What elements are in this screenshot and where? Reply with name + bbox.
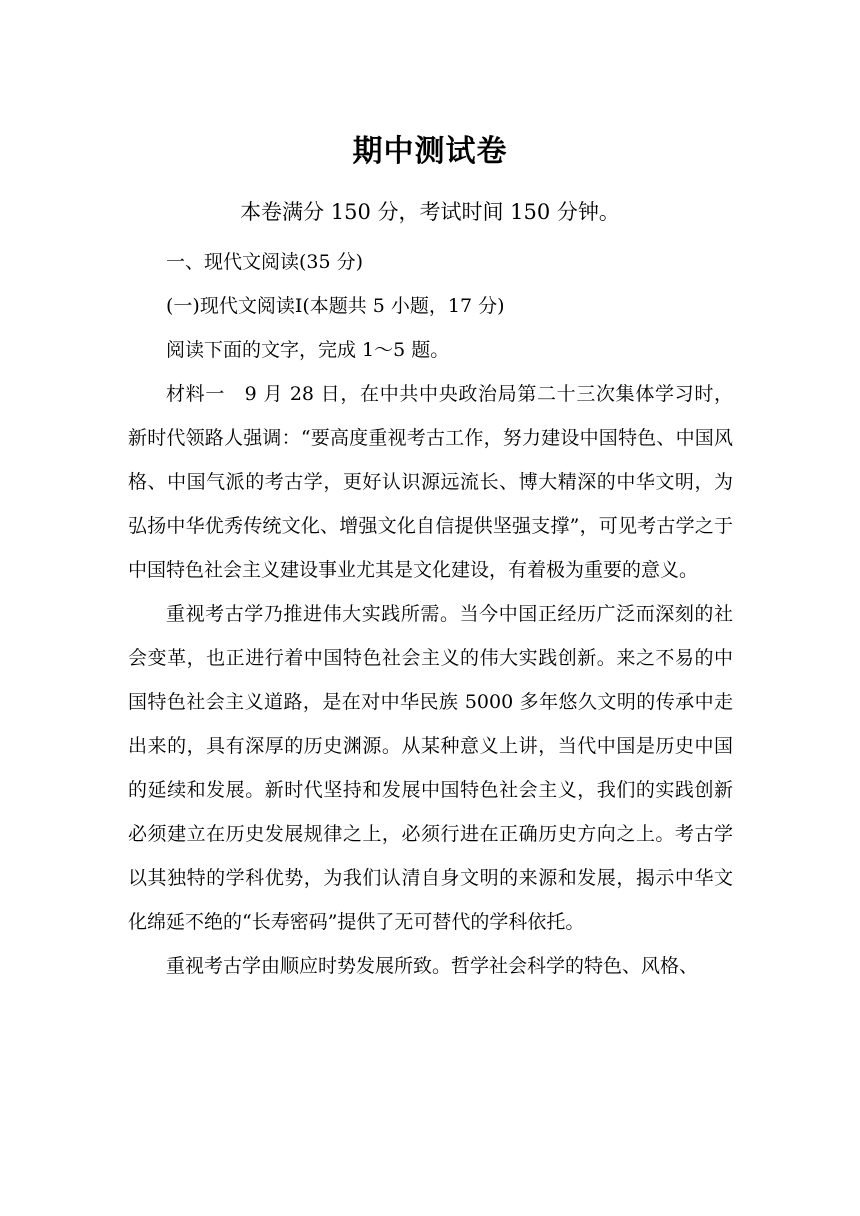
document-body [128,240,733,988]
exam-info: 本卷满分 150 分，考试时间 150 分钟。 [240,200,620,224]
page-title: 期中测试卷 [352,134,508,169]
section-heading: 一、现代文阅读(35 分) [166,251,364,273]
paragraph-2: 重视考古学乃推进伟大实践所需。当今中国正经历广泛而深刻的社会变革，也正进行着中国特色社会主义的伟大实践创新。来之不易的中国特色社会主义道路，是在对中华民族 5000 多年悠久文明的传承中走出来的，具有深厚的历史渊源。从某种意义上讲，当代中国是历史中国的延续和发展。新时代坚持和发展中国特色社会主义，我们的实践创新必须建立在历史发展规律之上，必须行进在正确历史方向之上。考古学以其独特的学科优势，为我们认清自身文明的来源和发展，揭示中华文化绵延不绝的“长寿密码”提供了无可替代的学科依托。 [128,603,733,933]
subsection-heading: (一)现代文阅读Ⅰ(本题共 5 小题，17 分) [166,295,505,317]
instruction-text: 阅读下面的文字，完成 1～5 题。 [166,339,450,361]
paragraph-3: 重视考古学由顺应时势发展所致。哲学社会科学的特色、风格、 [166,955,699,977]
paragraph-1: 材料一 9 月 28 日，在中共中央政治局第二十三次集体学习时，新时代领路人强调：“要高度重视考古工作，努力建设中国特色、中国风格、中国气派的考古学，更好认识源远流长、博大精深的中华文明，为弘扬中华优秀传统文化、增强文化自信提供坚强支撑”，可见考古学之于中国特色社会主义建设事业尤其是文化建设，有着极为重要的意义。 [128,383,733,581]
